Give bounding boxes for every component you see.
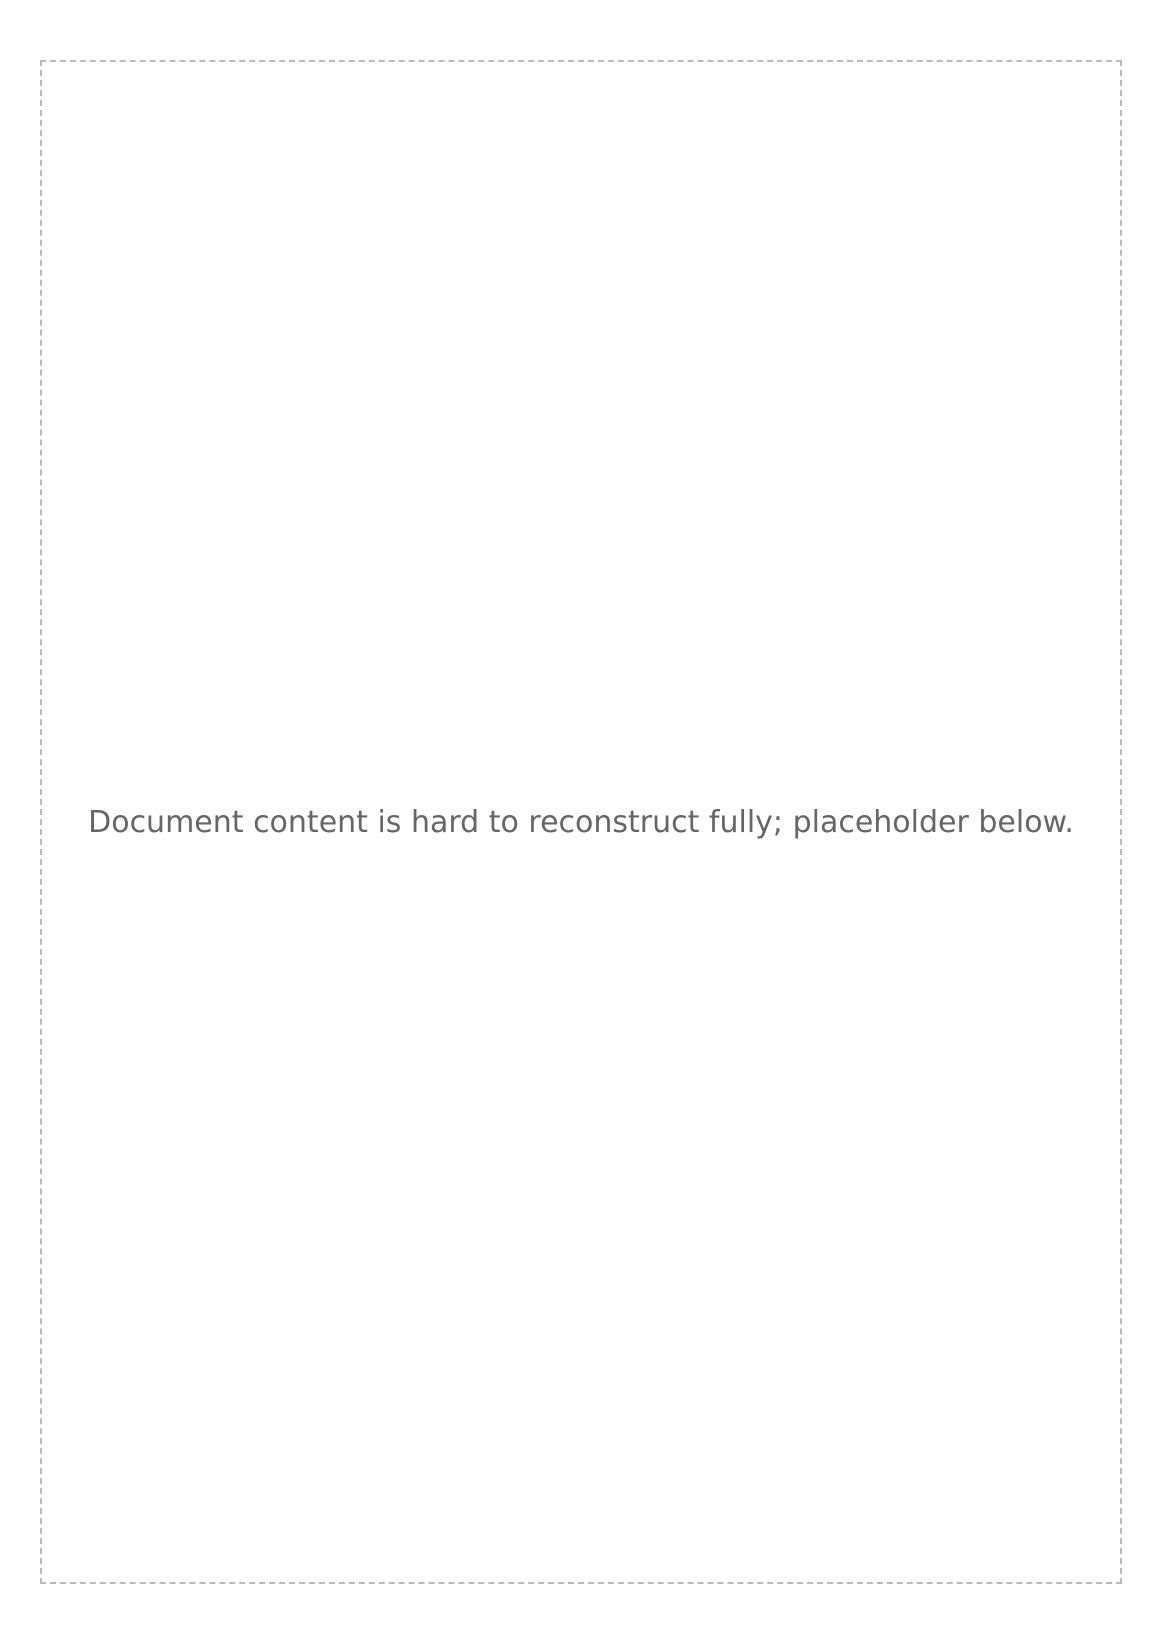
placeholder-frame — [40, 60, 1122, 1584]
placeholder-message: Document content is hard to reconstruct fully; placeholder below. — [88, 804, 1074, 840]
